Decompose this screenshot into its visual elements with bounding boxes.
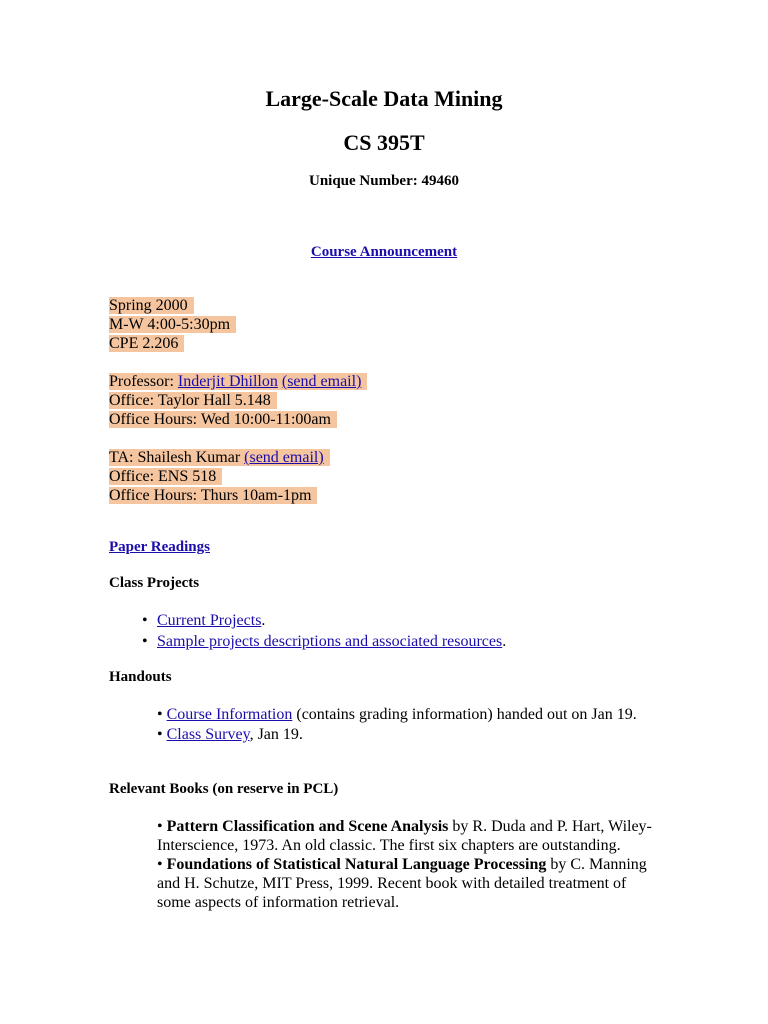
list-item bbox=[157, 705, 647, 724]
ta-office: Office: ENS 518 bbox=[109, 468, 222, 485]
list-item bbox=[157, 817, 657, 855]
professor-office: Office: Taylor Hall 5.148 bbox=[109, 392, 277, 409]
professor-name-link[interactable]: Inderjit Dhillon bbox=[177, 373, 278, 390]
bullet-icon: • bbox=[157, 856, 163, 873]
bullet-icon: • bbox=[157, 818, 163, 835]
professor-hours: Office Hours: Wed 10:00-11:00am bbox=[109, 411, 337, 428]
course-code: CS 395T bbox=[343, 130, 425, 155]
ta-email-link[interactable]: (send email) bbox=[244, 449, 324, 466]
course-information-link[interactable]: Course Information bbox=[166, 706, 293, 723]
list-item-suffix: , Jan 19. bbox=[249, 726, 303, 743]
paper-readings-link[interactable]: Paper Readings bbox=[109, 539, 210, 555]
page-title: Large-Scale Data Mining bbox=[265, 86, 503, 111]
time-text: M-W 4:00-5:30pm bbox=[109, 316, 236, 333]
professor-label: Professor: bbox=[109, 373, 178, 390]
unique-number: Unique Number: 49460 bbox=[308, 173, 459, 189]
list-item-suffix: . bbox=[261, 612, 266, 629]
ta-label: TA: Shailesh Kumar bbox=[109, 449, 245, 466]
paper-readings-container bbox=[109, 538, 210, 557]
list-item bbox=[142, 611, 677, 632]
class-projects-heading: Class Projects bbox=[109, 575, 200, 591]
bullet-icon: • bbox=[157, 726, 163, 743]
current-projects-link[interactable]: Current Projects bbox=[157, 612, 262, 629]
books-list bbox=[157, 817, 657, 912]
class-survey-link[interactable]: Class Survey bbox=[166, 726, 250, 743]
ta-block bbox=[109, 448, 330, 505]
ta-hours: Office Hours: Thurs 10am-1pm bbox=[109, 487, 317, 504]
list-item bbox=[142, 632, 677, 651]
professor-line bbox=[109, 373, 367, 390]
list-item bbox=[157, 725, 647, 744]
books-heading: Relevant Books (on reserve in PCL) bbox=[109, 781, 339, 797]
book-title: Foundations of Statistical Natural Language Processing bbox=[166, 856, 547, 873]
handouts-heading: Handouts bbox=[109, 669, 172, 685]
schedule-block bbox=[109, 296, 236, 353]
announcement-container bbox=[0, 243, 768, 262]
course-announcement-link[interactable]: Course Announcement bbox=[310, 244, 458, 260]
book-title: Pattern Classification and Scene Analysis bbox=[166, 818, 449, 835]
sample-projects-link[interactable]: Sample projects descriptions and associated resources bbox=[157, 633, 503, 650]
room-text: CPE 2.206 bbox=[109, 335, 184, 352]
list-item bbox=[157, 855, 657, 912]
list-item-suffix: (contains grading information) handed out on Jan 19. bbox=[292, 706, 637, 723]
bullet-icon: • bbox=[142, 633, 148, 650]
class-projects-list bbox=[142, 611, 677, 651]
term-text: Spring 2000 bbox=[109, 297, 194, 314]
bullet-icon: • bbox=[142, 612, 148, 629]
handouts-list bbox=[157, 705, 647, 744]
professor-block bbox=[109, 372, 367, 429]
book-details: by C. Manning and H. Schutze, MIT Press, 1999. Recent book with detailed treatment of some aspects of information retrieval. bbox=[157, 856, 647, 911]
book-details: by R. Duda and P. Hart, Wiley-Interscience, 1973. An old classic. The first six chapters are outstanding. bbox=[157, 818, 652, 854]
professor-email-link[interactable]: (send email) bbox=[281, 373, 362, 390]
ta-line bbox=[109, 449, 330, 466]
bullet-icon: • bbox=[157, 706, 163, 723]
list-item-suffix: . bbox=[502, 633, 507, 650]
